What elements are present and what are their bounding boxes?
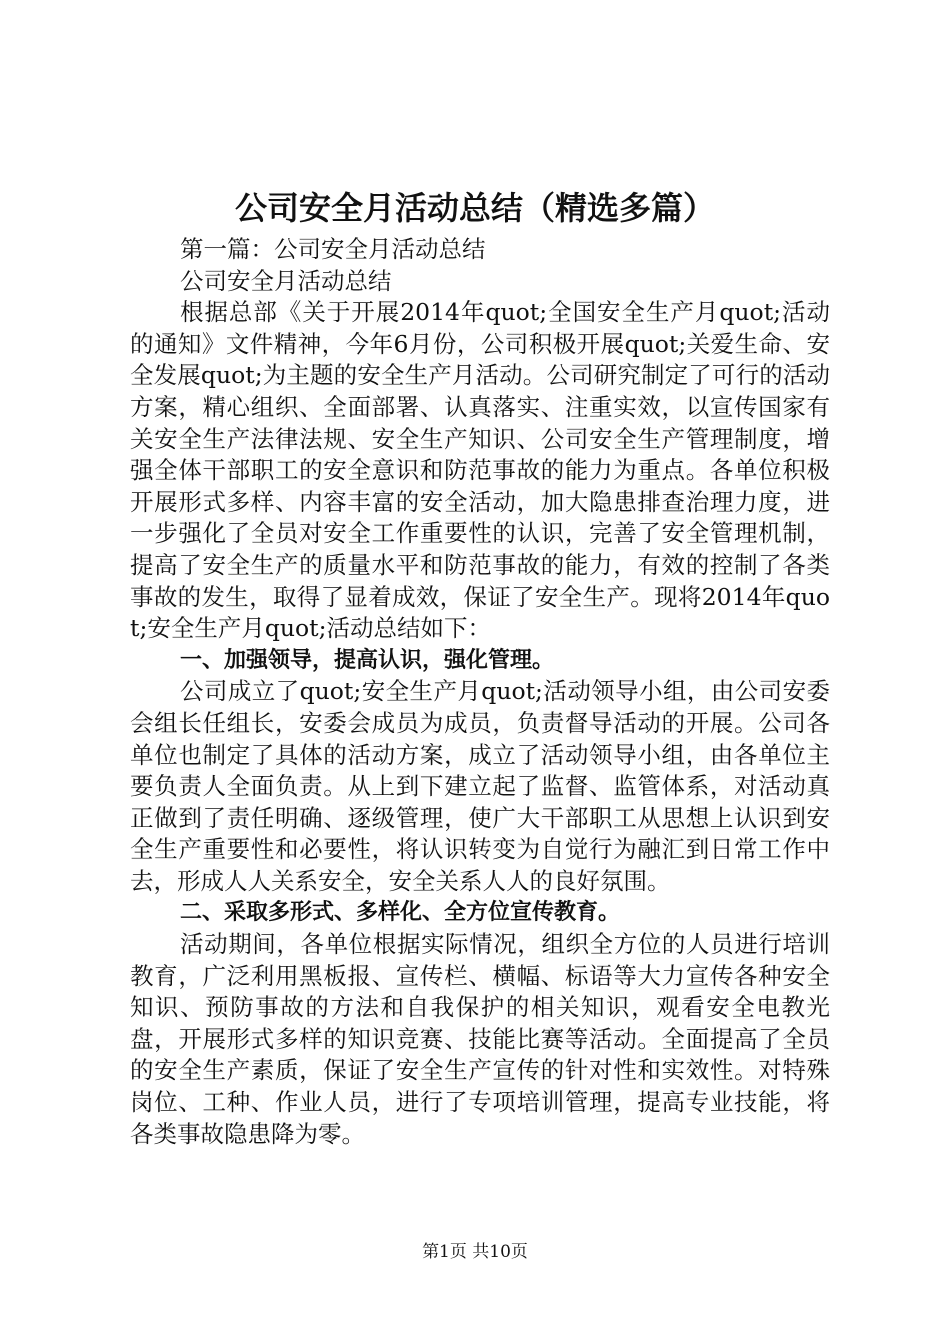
paragraph-leadership: 公司成立了quot;安全生产月quot;活动领导小组，由公司安委会组长任组长，安委会成员为成员，负责督导活动的开展。公司各单位也制定了具体的活动方案，成立了活动领导小组，由各单位主要负责人全面负责。从上到下建立起了监督、监管体系，对活动真正做到了责任明确、逐级管理，使广大干部职工从思想上认识到安全生产重要性和必要性，将认识转变为自觉行为融汇到日常工作中去，形成人人关系安全，安全关系人人的良好氛围。 bbox=[130, 677, 830, 895]
intro-paragraph: 根据总部《关于开展2014年quot;全国安全生产月quot;活动的通知》文件精神，今年6月份，公司积极开展quot;关爱生命、安全发展quot;为主题的安全生产月活动。公司研究制定了可行的活动方案，精心组织、全面部署、认真落实、注重实效，以宣传国家有关安全生产法律法规、安全生产知识、公司安全生产管理制度，增强全体干部职工的安全意识和防范事故的能力为重点。各单位积极开展形式多样、内容丰富的安全活动，加大隐患排查治理力度，进一步强化了全员对安全工作重要性的认识，完善了安全管理机制，提高了安全生产的质量水平和防范事故的能力，有效的控制了各类事故的发生，取得了显着成效，保证了安全生产。现将2014年quot;安全生产月quot;活动总结如下： bbox=[130, 298, 830, 643]
page-footer: 第1页 共10页 bbox=[422, 1242, 528, 1262]
paragraph-education: 活动期间，各单位根据实际情况，组织全方位的人员进行培训教育，广泛利用黑板报、宣传栏、横幅、标语等大力宣传各种安全知识、预防事故的方法和自我保护的相关知识，观看安全电教光盘，开展形式多样的知识竞赛、技能比赛等活动。全面提高了全员的安全生产素质，保证了安全生产宣传的针对性和实效性。对特殊岗位、工种、作业人员，进行了专项培训管理，提高专业技能，将各类事故隐患降为零。 bbox=[130, 930, 830, 1148]
heading-2: 二、采取多形式、多样化、全方位宣传教育。 bbox=[180, 900, 621, 926]
document-title: 公司安全月活动总结（精选多篇） bbox=[234, 189, 715, 227]
document-body bbox=[130, 234, 830, 1150]
heading-1: 一、加强领导，提高认识，强化管理。 bbox=[180, 647, 555, 673]
subtitle: 公司安全月活动总结 bbox=[180, 266, 392, 295]
section-title: 第一篇：公司安全月活动总结 bbox=[180, 235, 486, 263]
